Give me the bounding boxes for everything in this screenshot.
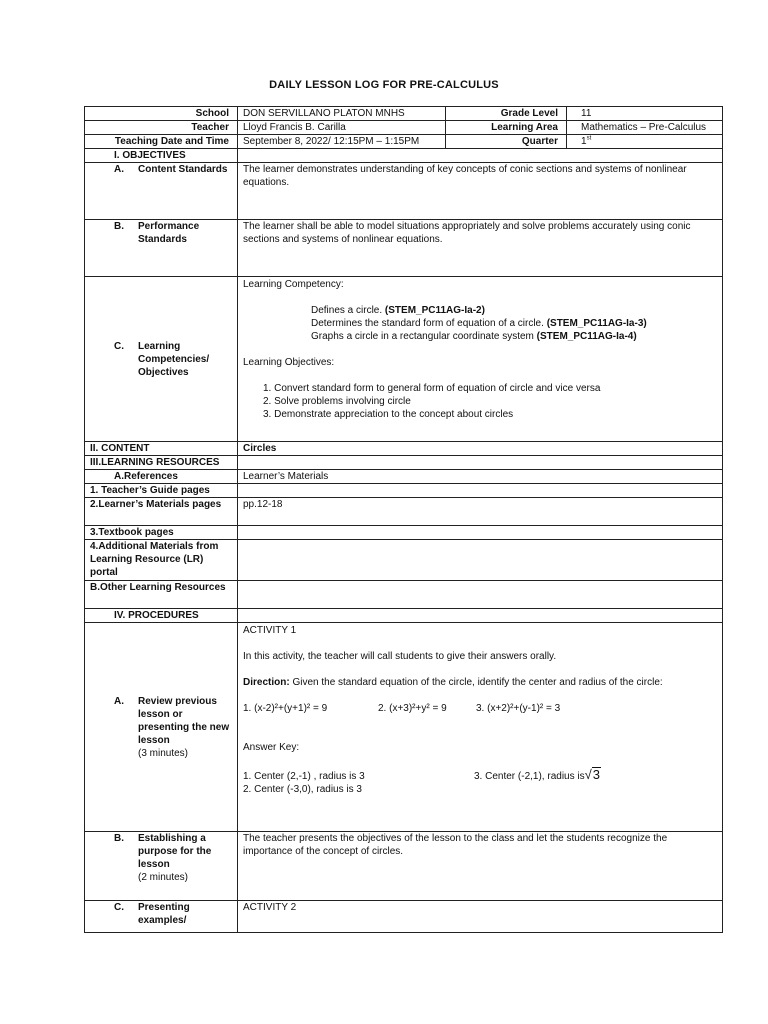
learners-materials-row	[85, 498, 723, 526]
purpose-label: B. Establishing a purpose for the lesson (2 minutes)	[85, 832, 238, 901]
performance-standards-text: The learner shall be able to model situations appropriately and solve problems accurately using conic sections and systems of nonlinear equations.	[238, 220, 723, 277]
equation-3: 3. (x+2)²+(y-1)² = 3	[476, 703, 561, 714]
content-value: Circles	[238, 442, 723, 456]
document-title: DAILY LESSON LOG FOR PRE-CALCULUS	[269, 79, 499, 91]
objective-item: 1. Convert standard form to general form of equation of circle and vice versa	[263, 383, 601, 394]
textbook-row	[85, 526, 723, 540]
teachers-guide-value	[238, 484, 723, 498]
performance-standards-row	[85, 220, 723, 277]
competency-item: Defines a circle. (STEM_PC11AG-Ia-2)	[311, 305, 485, 316]
activity-1-intro: In this activity, the teacher will call students to give their answers orally.	[243, 651, 557, 662]
answer-1: 1. Center (2,-1) , radius is 3	[243, 771, 365, 782]
competencies-content	[238, 277, 723, 442]
teacher-label: Teacher	[85, 121, 238, 135]
additional-materials-row	[85, 540, 723, 581]
equation-1: 1. (x-2)²+(y+1)² = 9	[243, 703, 328, 714]
competency-heading: Learning Competency:	[243, 279, 344, 290]
objective-item: 2. Solve problems involving circle	[263, 396, 411, 407]
equation-2: 2. (x+3)²+y² = 9	[378, 703, 447, 714]
purpose-text: The teacher presents the objectives of the lesson to the class and let the students recognize the importance of the concept of circles.	[238, 832, 723, 901]
content-standards-label: A. Content Standards	[85, 163, 238, 220]
review-content	[238, 623, 723, 832]
competencies-label: C. Learning Competencies/ Objectives	[85, 277, 238, 442]
school-row	[85, 107, 723, 121]
quarter-value: 1st	[567, 135, 723, 149]
references-label: A.References	[85, 470, 238, 484]
content-row	[85, 442, 723, 456]
school-value: DON SERVILLANO PLATON MNHS	[238, 107, 446, 121]
references-value: Learner’s Materials	[238, 470, 723, 484]
learning-resources-heading: III.LEARNING RESOURCES	[85, 456, 238, 470]
answer-line	[243, 767, 717, 783]
activity-1-heading: ACTIVITY 1	[243, 625, 297, 636]
competency-item: Determines the standard form of equation of a circle. (STEM_PC11AG-Ia-3)	[311, 318, 647, 329]
procedures-heading: IV. PROCEDURES	[85, 609, 238, 623]
answer-3: 3. Center (-2,1), radius is√3	[474, 767, 600, 782]
activity-1-direction: Direction: Given the standard equation of the circle, identify the center and radius of the circle:	[243, 677, 663, 688]
square-root-symbol: √3	[584, 767, 600, 782]
additional-materials-label: 4.Additional Materials from Learning Resource (LR) portal	[85, 540, 238, 581]
content-heading: II. CONTENT	[85, 442, 238, 456]
teaching-date-label: Teaching Date and Time	[85, 135, 238, 149]
review-label: A. Review previous lesson or presenting the new lesson (3 minutes)	[85, 623, 238, 832]
textbook-value	[238, 526, 723, 540]
grade-level-value: 11	[567, 107, 723, 121]
teachers-guide-row	[85, 484, 723, 498]
answer-key-heading: Answer Key:	[243, 742, 300, 753]
equations-line	[243, 702, 717, 715]
teachers-guide-label: 1. Teacher’s Guide pages	[85, 484, 238, 498]
competencies-row	[85, 277, 723, 442]
school-label: School	[85, 107, 238, 121]
performance-standards-label: B. Performance Standards	[85, 220, 238, 277]
teacher-value: Lloyd Francis B. Carilla	[238, 121, 446, 135]
learning-area-value: Mathematics – Pre-Calculus	[567, 121, 723, 135]
review-row	[85, 623, 723, 832]
content-standards-text: The learner demonstrates understanding of key concepts of conic sections and systems of nonlinear equations.	[238, 163, 723, 220]
other-resources-label: B.Other Learning Resources	[85, 581, 238, 609]
learners-materials-value: pp.12-18	[238, 498, 723, 526]
competency-item: Graphs a circle in a rectangular coordinate system (STEM_PC11AG-Ia-4)	[311, 331, 637, 342]
textbook-label: 3.Textbook pages	[85, 526, 238, 540]
teacher-row	[85, 121, 723, 135]
lesson-log-table	[84, 106, 723, 933]
learners-materials-label: 2.Learner’s Materials pages	[85, 498, 238, 526]
presenting-examples-label: C. Presenting examples/	[85, 901, 238, 933]
activity-2-heading: ACTIVITY 2	[238, 901, 723, 933]
other-resources-row	[85, 581, 723, 609]
additional-materials-value	[238, 540, 723, 581]
presenting-examples-row	[85, 901, 723, 933]
learning-area-label: Learning Area	[446, 121, 567, 135]
other-resources-value	[238, 581, 723, 609]
references-row	[85, 470, 723, 484]
quarter-label: Quarter	[446, 135, 567, 149]
content-standards-row	[85, 163, 723, 220]
objective-item: 3. Demonstrate appreciation to the concept about circles	[263, 409, 514, 420]
answer-2: 2. Center (-3,0), radius is 3	[243, 784, 362, 795]
purpose-row	[85, 832, 723, 901]
teaching-date-value: September 8, 2022/ 12:15PM – 1:15PM	[238, 135, 446, 149]
grade-level-label: Grade Level	[446, 107, 567, 121]
objectives-heading: I. OBJECTIVES	[85, 149, 238, 163]
date-row	[85, 135, 723, 149]
objectives-heading-text: Learning Objectives:	[243, 357, 335, 368]
